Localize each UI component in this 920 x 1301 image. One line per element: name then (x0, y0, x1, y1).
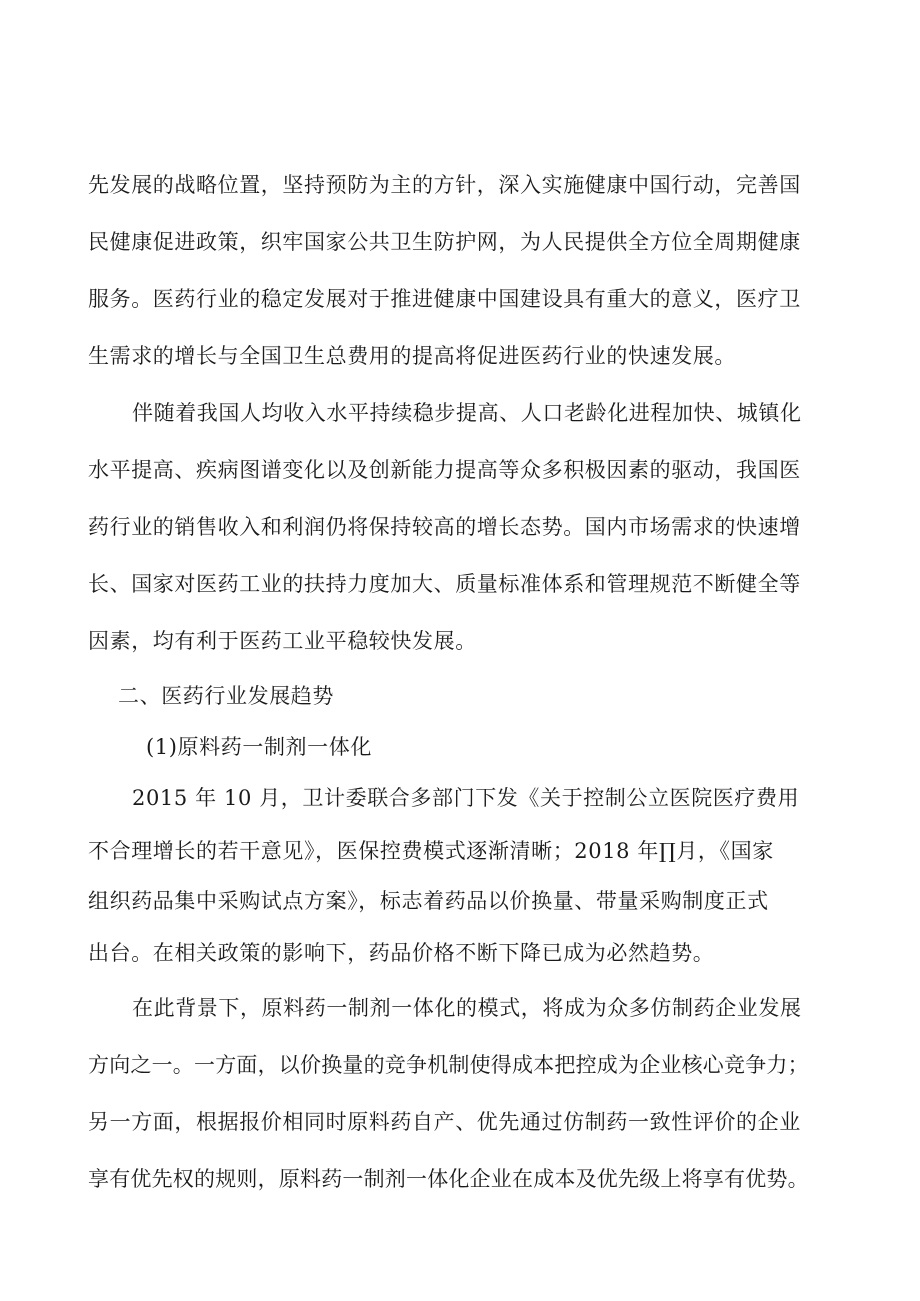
text-line: 因素，均有利于医药工业平稳较快发展。 (88, 629, 477, 653)
text-line: 水平提高、疾病图谱变化以及创新能力提高等众多积极因素的驱动，我国医 (88, 458, 801, 482)
text-line: 在此背景下，原料药一制剂一体化的模式，将成为众多仿制药企业发展 (132, 996, 802, 1020)
text-line: 伴随着我国人均收入水平持续稳步提高、人口老龄化进程加快、城镇化 (132, 401, 802, 425)
text-line: 生需求的增长与全国卫生总费用的提高将促进医药行业的快速发展。 (88, 344, 736, 368)
text-line: 长、国家对医药工业的扶持力度加大、质量标准体系和管理规范不断健全等 (88, 572, 801, 596)
text-line: 药行业的销售收入和利润仍将保持较高的增长态势。国内市场需求的快速增 (88, 515, 801, 539)
text-line: 享有优先权的规则，原料药一制剂一体化企业在成本及优先级上将享有优势。 (88, 1167, 809, 1191)
text-line: 服务。医药行业的稳定发展对于推进健康中国建设具有重大的意义，医疗卫 (88, 287, 801, 311)
subsection-heading: (1)原料药一制剂一体化 (146, 735, 372, 759)
text-line: 方向之一。一方面，以价换量的竞争机制使得成本把控成为企业核心竞争力； (88, 1053, 809, 1077)
text-line: 组织药品集中采购试点方案》，标志着药品以价换量、带量采购制度正式 (88, 889, 769, 913)
text-line: 2015 年 10 月，卫计委联合多部门下发《关于控制公立医院医疗费用 (132, 786, 800, 810)
text-line: 出台。在相关政策的影响下，药品价格不断下降已成为必然趋势。 (88, 941, 715, 965)
text-line: 先发展的战略位置，坚持预防为主的方针，深入实施健康中国行动，完善国 (88, 173, 801, 197)
text-line: 另一方面，根据报价相同时原料药自产、优先通过仿制药一致性评价的企业 (88, 1110, 801, 1134)
text-line: 不合理增长的若干意见》，医保控费模式逐渐清晰；2018 年∏月，《国家 (88, 839, 774, 863)
section-heading: 二、医药行业发展趋势 (118, 684, 334, 708)
text-line: 民健康促进政策，织牢国家公共卫生防护网，为人民提供全方位全周期健康 (88, 230, 801, 254)
